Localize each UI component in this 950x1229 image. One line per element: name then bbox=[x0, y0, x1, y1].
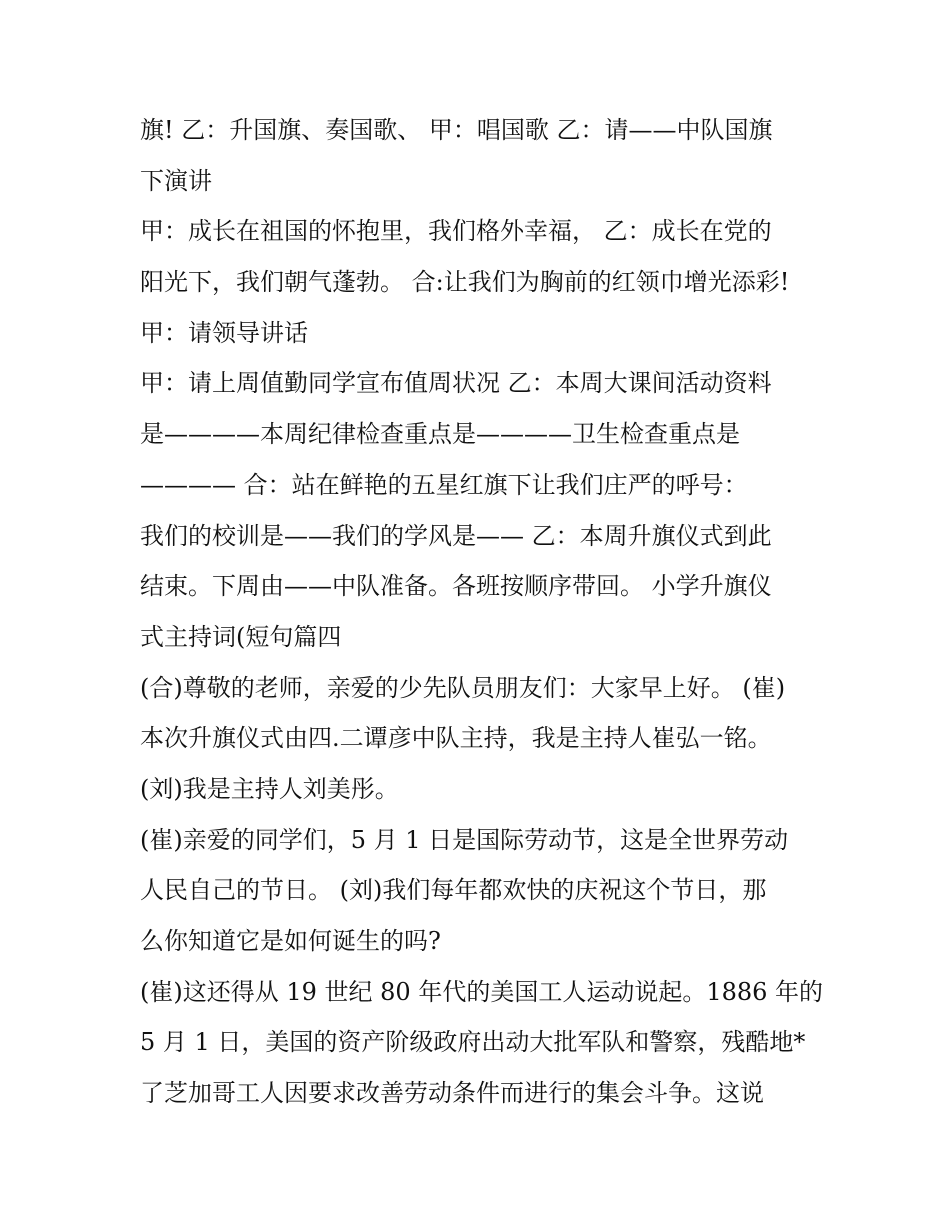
document-body bbox=[140, 105, 824, 1119]
text-line: 5 月 1 日，美国的资产阶级政府出动大批军队和警察，残酷地* bbox=[140, 1028, 806, 1057]
text-line: 式主持词(短句篇四 bbox=[140, 622, 342, 651]
text-line: (合)尊敬的老师，亲爱的少先队员朋友们：大家早上好。 (崔) bbox=[140, 673, 786, 702]
text-line: 下演讲 bbox=[140, 166, 212, 195]
text-line: 人民自己的节日。 (刘)我们每年都欢快的庆祝这个节日，那 bbox=[140, 876, 767, 905]
text-line: 旗! 乙：升国旗、奏国歌、 甲：唱国歌 乙：请——中队国旗 bbox=[140, 116, 773, 144]
text-line: 甲：成长在祖国的怀抱里，我们格外幸福， 乙：成长在党的 bbox=[140, 217, 772, 246]
text-line: 结束。下周由——中队准备。各班按顺序带回。 小学升旗仪 bbox=[140, 572, 772, 601]
text-line: 本次升旗仪式由四.二谭彦中队主持，我是主持人崔弘一铭。 bbox=[140, 724, 772, 753]
text-line: 我们的校训是——我们的学风是—— 乙：本周升旗仪式到此 bbox=[140, 521, 772, 550]
text-line: 阳光下，我们朝气蓬勃。 合:让我们为胸前的红领巾增光添彩! bbox=[140, 268, 790, 297]
text-line: (刘)我是主持人刘美彤。 bbox=[140, 774, 399, 803]
text-line: (崔)这还得从 19 世纪 80 年代的美国工人运动说起。1886 年的 bbox=[140, 977, 824, 1006]
text-line: ———— 合：站在鲜艳的五星红旗下让我们庄严的呼号： bbox=[140, 470, 748, 499]
text-line: 是————本周纪律检查重点是————卫生检查重点是 bbox=[140, 420, 740, 449]
text-line: 么你知道它是如何诞生的吗? bbox=[140, 927, 441, 955]
text-line: (崔)亲爱的同学们，5 月 1 日是国际劳动节，这是全世界劳动 bbox=[140, 825, 789, 854]
text-line: 了芝加哥工人因要求改善劳动条件而进行的集会斗争。这说 bbox=[140, 1079, 764, 1108]
text-line: 甲：请领导讲话 bbox=[140, 318, 308, 347]
text-line: 甲：请上周值勤同学宣布值周状况 乙：本周大课间活动资料 bbox=[140, 369, 772, 398]
